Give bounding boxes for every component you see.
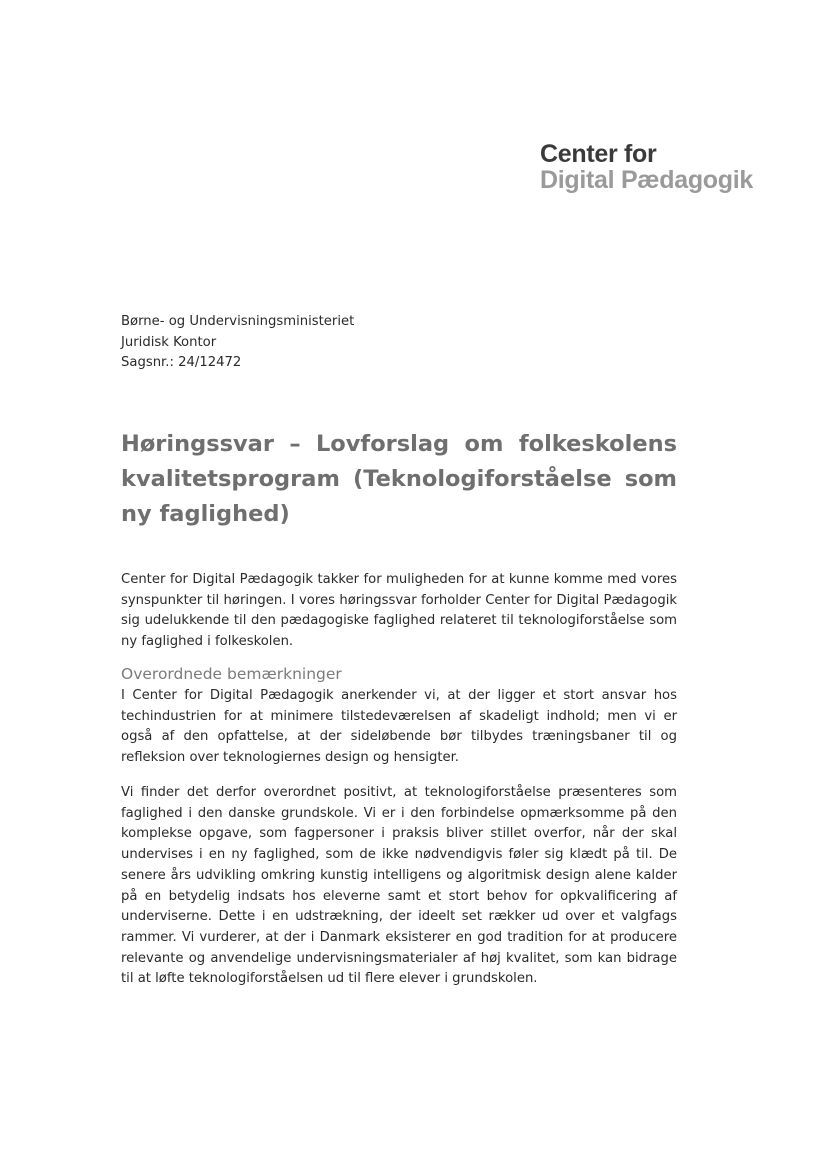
recipient-address — [121, 312, 354, 374]
section-paragraph-2 — [121, 783, 677, 990]
logo-text-line2: Digital Pædagogik — [540, 166, 753, 194]
intro-paragraph — [121, 570, 677, 653]
recipient-office: Juridisk Kontor — [121, 334, 217, 350]
section-heading: Overordnede bemærkninger — [121, 665, 342, 683]
section-paragraph-1-text: I Center for Digital Pædagogik anerkender vi, at der ligger et stort ansvar hos techindustrien for at minimere tilstedeværelsen af skadeligt indhold; men vi er også af den opfattelse, at der sideløbende bør tilbydes træningsbaner til og refleksion over teknologiernes design og hensigter. — [121, 688, 677, 766]
logo-text-line1: Center for — [540, 140, 657, 168]
document-title: Høringssvar – Lovforslag om folkeskolens kvalitetsprogram (Teknologiforståelse som ny faglighed) — [121, 431, 677, 527]
organization-logo — [540, 142, 770, 193]
recipient-ministry: Børne- og Undervisningsministeriet — [121, 314, 355, 329]
section-paragraph-2-text: Vi finder det derfor overordnet positivt, at teknologiforståelse præsenteres som faglighed i den danske grundskole. Vi er i den forbindelse opmærksomme på den komplekse opgave, som fagpersoner i praksis bliver stillet overfor, når der skal undervises i en ny faglighed, som de ikke nødvendigvis føler sig klædt på til. De senere års udvikling omkring kunstig intelligens og algoritmisk design alene kalder på en betydelig indsats hos eleverne samt et stort behov for opkvalificering af underviserne. Dette i en udstrækning, der ideelt set rækker ud over et valgfags rammer. Vi vurderer, at der i Danmark eksisterer en god tradition for at producere relevante og anvendelige undervisningsmaterialer af høj kvalitet, som kan bidrage til at løfte teknologiforståelsen ud til flere elever i grundskolen. — [121, 785, 677, 987]
intro-text: Center for Digital Pædagogik takker for muligheden for at kunne komme med vores synspunkter til høringen. I vores høringssvar forholder Center for Digital Pædagogik sig udelukkende til den pædagogiske faglighed relateret til teknologiforståelse som ny faglighed i folkeskolen. — [121, 572, 677, 650]
case-number: Sagsnr.: 24/12472 — [121, 355, 242, 370]
section-paragraph-1 — [121, 686, 677, 769]
